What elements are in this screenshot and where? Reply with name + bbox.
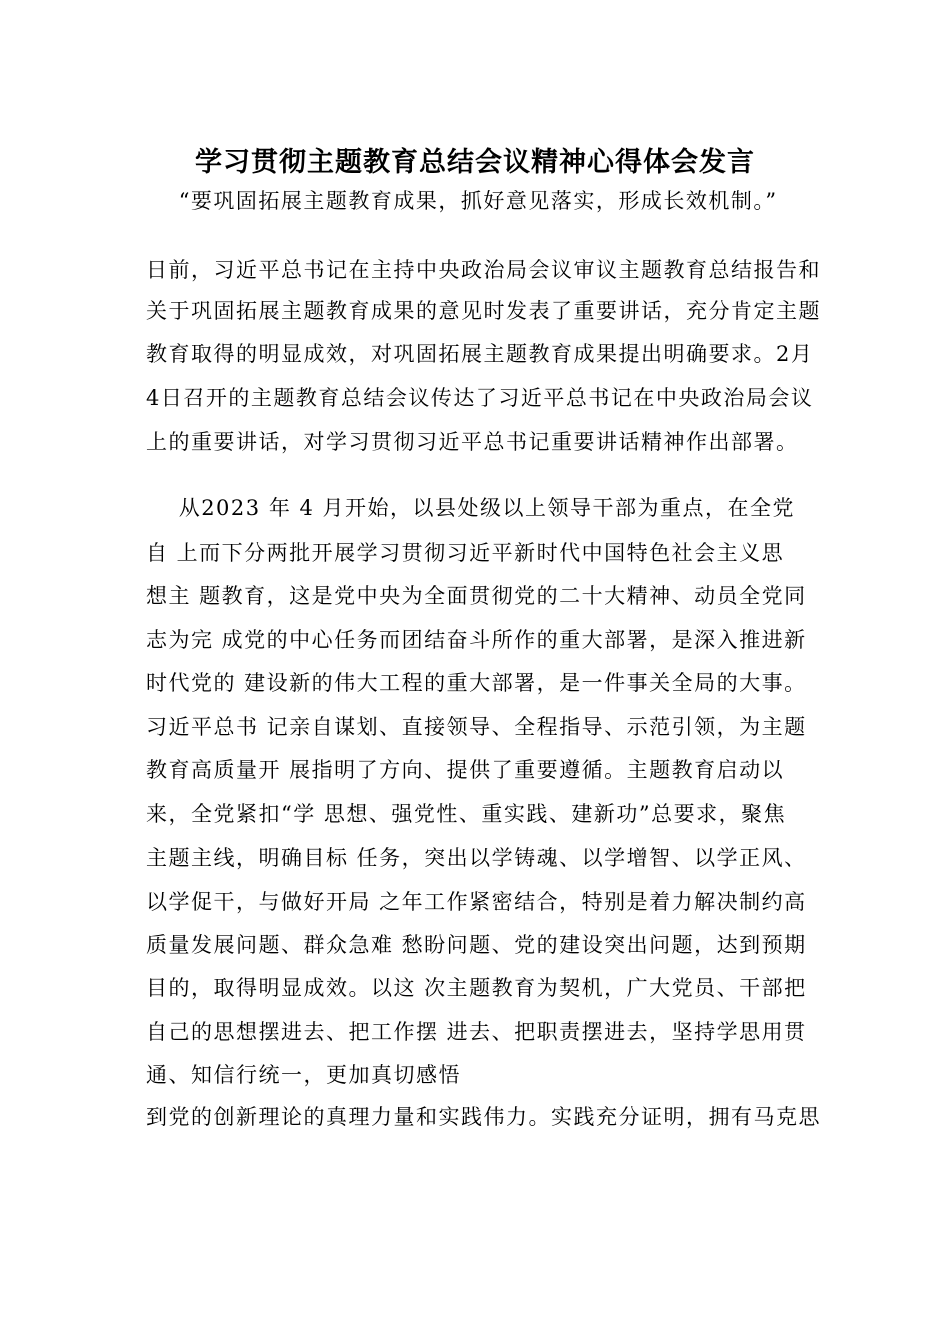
text-line: 日前，习近平总书记在主持中央政治局会议审议主题教育总结报告和 <box>146 258 821 282</box>
text-line: 自 上而下分两批开展学习贯彻习近平新时代中国特色社会主义思 <box>146 541 785 565</box>
text-line: 以学促干，与做好开局 之年工作紧密结合，特别是着力解决制约高 <box>146 890 807 914</box>
text-line: 教育高质量开 展指明了方向、提供了重要遵循。主题教育启动以 <box>146 758 785 782</box>
text-line: 志为完 成党的中心任务而团结奋斗所作的重大部署，是深入推进新 <box>146 628 807 652</box>
text-line: 质量发展问题、群众急难 愁盼问题、党的建设突出问题，达到预期 <box>146 933 807 957</box>
text-line: 教育取得的明显成效，对巩固拓展主题教育成果提出明确要求。2月 <box>146 342 814 366</box>
document-title: 学习贯彻主题教育总结会议精神心得体会发言 <box>195 147 755 178</box>
text-line: 到党的创新理论的真理力量和实践伟力。实践充分证明，拥有马克思 <box>146 1105 821 1129</box>
text-line: 时代党的 建设新的伟大工程的重大部署，是一件事关全局的大事。 <box>146 671 807 695</box>
text-line: 想主 题教育，这是党中央为全面贯彻党的二十大精神、动员全党同 <box>146 584 807 608</box>
text-line: 自己的思想摆进去、把工作摆 进去、把职责摆进去，坚持学思用贯 <box>146 1020 807 1044</box>
text-line: 上的重要讲话，对学习贯彻习近平总书记重要讲话精神作出部署。 <box>146 430 799 454</box>
text-line: 关于巩固拓展主题教育成果的意见时发表了重要讲话，充分肯定主题 <box>146 299 821 323</box>
text-line: 从2023 年 4 月开始，以县处级以上领导干部为重点，在全党 <box>146 496 796 520</box>
text-line: 习近平总书 记亲自谋划、直接领导、全程指导、示范引领，为主题 <box>146 715 807 739</box>
text-line: “要巩固拓展主题教育成果，抓好意见落实，形成长效机制。” <box>146 189 778 213</box>
text-line: 主题主线，明确目标 任务，突出以学铸魂、以学增智、以学正风、 <box>146 846 807 870</box>
text-line: 4日召开的主题教育总结会议传达了习近平总书记在中央政治局会议 <box>146 386 814 410</box>
text-line: 目的，取得明显成效。以这 次主题教育为契机，广大党员、干部把 <box>146 976 807 1000</box>
text-line: 来，全党紧扣“学 思想、强党性、重实践、建新功”总要求，聚焦 <box>146 802 787 826</box>
text-line: 通、知信行统一，更加真切感悟 <box>146 1063 461 1087</box>
